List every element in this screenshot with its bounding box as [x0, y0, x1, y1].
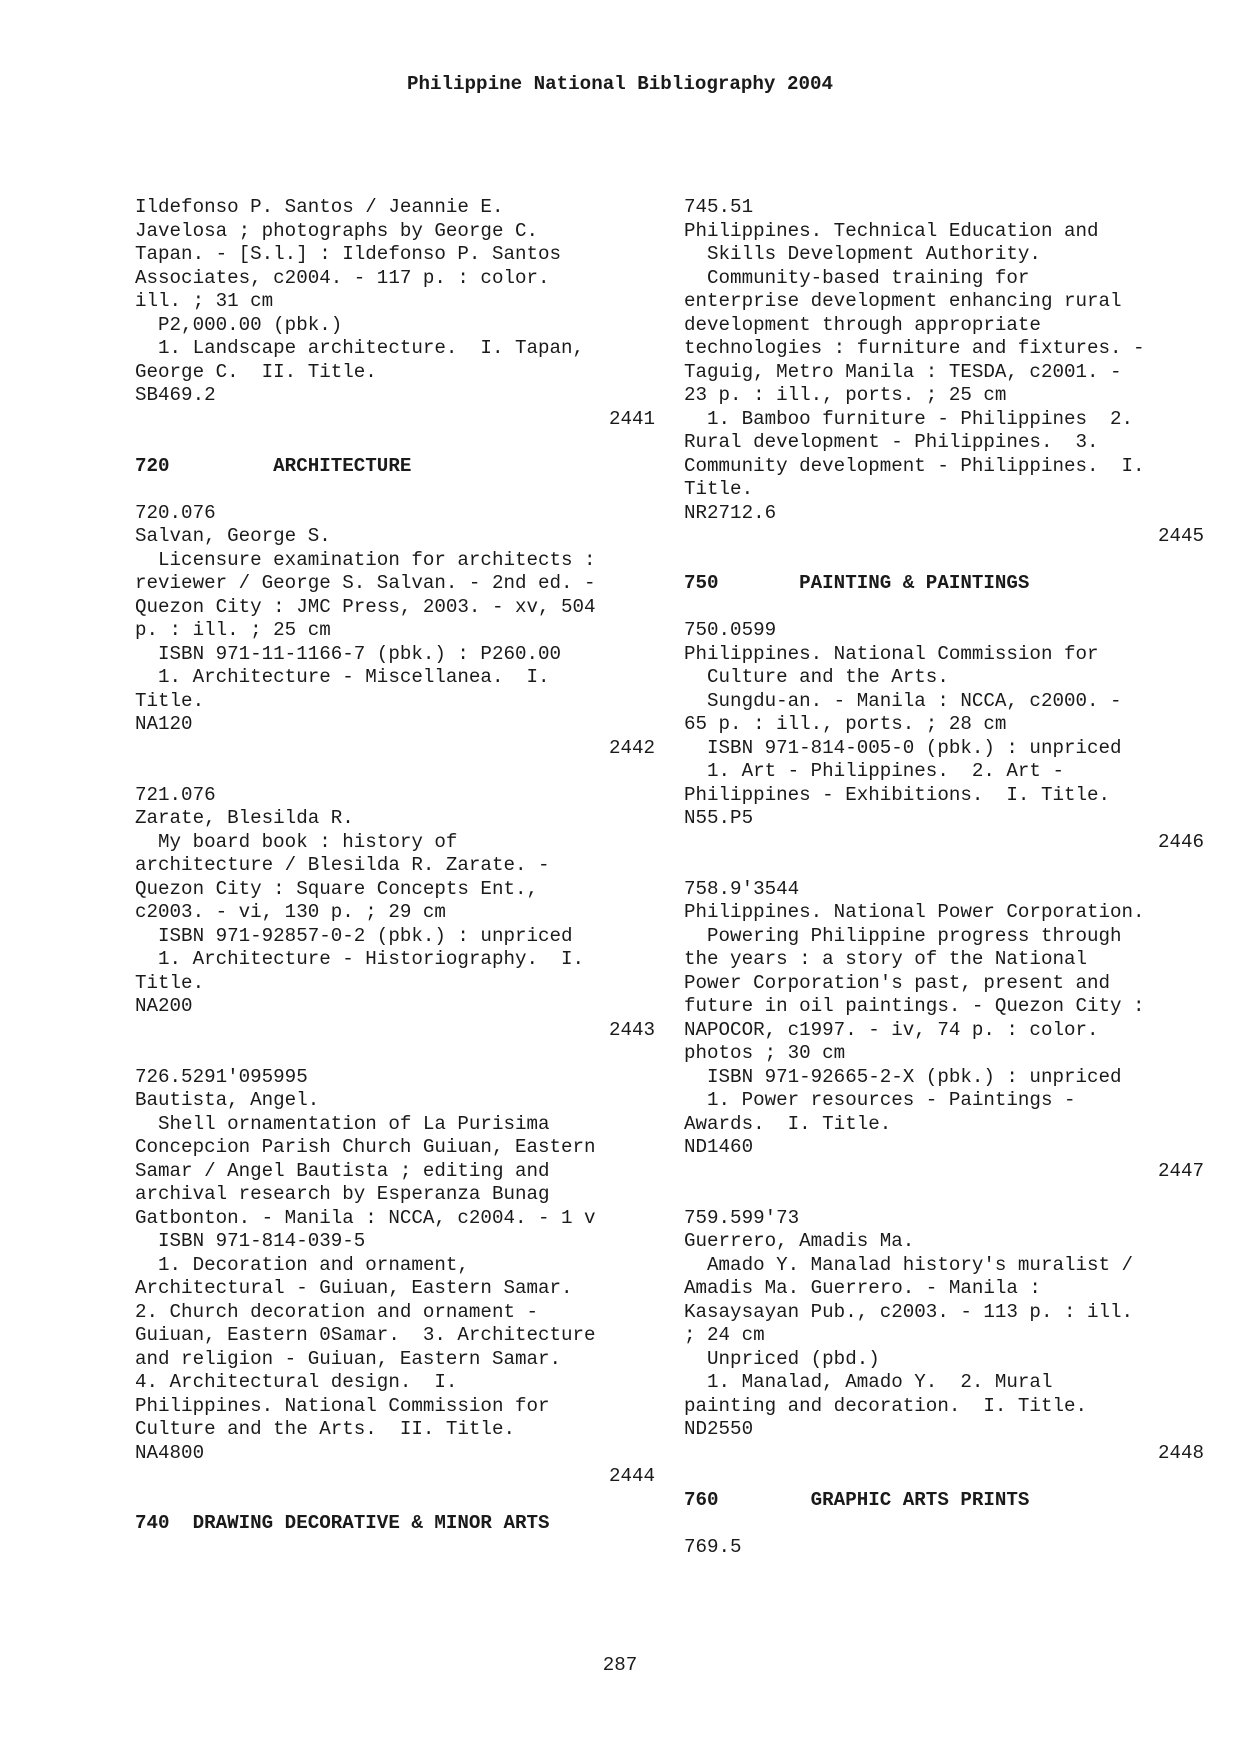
entry-line: technologies : furniture and fixtures. -: [684, 337, 1145, 359]
entry-line: Amado Y. Manalad history's muralist /: [684, 1253, 1134, 1276]
page-number: 287: [602, 1654, 638, 1676]
entry-number: 2444: [608, 1465, 655, 1487]
entry-line: Philippines. Technical Education and: [684, 219, 1099, 242]
entry-line: NA120: [135, 713, 193, 735]
entry-line: Philippines. National Power Corporation.: [684, 901, 1145, 923]
entry-line: Sungdu-an. - Manila : NCCA, c2000. -: [684, 689, 1122, 712]
spacer: [135, 760, 655, 784]
entry-line: Taguig, Metro Manila : TESDA, c2001. -: [684, 360, 1122, 383]
entry-line: ISBN 971-814-039-5: [135, 1230, 366, 1252]
entry-line: Architectural - Guiuan, Eastern Samar.: [135, 1277, 573, 1299]
entry-line: p. : ill. ; 25 cm: [135, 619, 331, 641]
entry-line: Kasaysayan Pub., c2003. - 113 p. : ill.: [684, 1300, 1134, 1323]
entry-line: 1. Architecture - Historiography. I.: [135, 948, 585, 970]
entry-line: P2,000.00 (pbk.): [135, 313, 343, 336]
entry-line: future in oil paintings. - Quezon City :: [684, 995, 1145, 1017]
entry-line: ND2550: [684, 1418, 754, 1440]
spacer: [684, 854, 1204, 878]
entry-line: Philippines. National Commission for: [135, 1394, 550, 1417]
entry-line: My board book : history of: [135, 830, 458, 853]
entry-line: NR2712.6: [684, 501, 777, 524]
entry-line: 1. Architecture - Miscellanea. I.: [135, 666, 550, 688]
entry-line: Bautista, Angel.: [135, 1089, 320, 1111]
entry-line: Associates, c2004. - 117 p. : color.: [135, 266, 550, 289]
spacer: [684, 1465, 1204, 1489]
spacer: [684, 549, 1204, 573]
entry-line: 1. Power resources - Paintings -: [684, 1089, 1076, 1111]
entry-line: Quezon City : Square Concepts Ent.,: [135, 877, 539, 900]
spacer: [135, 478, 655, 502]
section-heading: 720 ARCHITECTURE: [135, 454, 412, 477]
entry-line: NA200: [135, 995, 193, 1017]
entry-line: Unpriced (pbd.): [684, 1347, 880, 1370]
entry-line: 1. Decoration and ornament,: [135, 1253, 469, 1276]
entry-number: 2445: [1157, 525, 1204, 547]
entry-line: archival research by Esperanza Bunag: [135, 1183, 550, 1205]
spacer: [684, 596, 1204, 620]
page-title: Philippine National Bibliography 2004: [406, 73, 834, 95]
entry-line: Title.: [135, 971, 205, 994]
entry-line: ND1460: [684, 1136, 754, 1158]
entry-line: Skills Development Authority.: [684, 243, 1041, 265]
entry-number: 2443: [608, 1018, 655, 1041]
entry-line: reviewer / George S. Salvan. - 2nd ed. -: [135, 572, 596, 594]
entry-line: Gatbonton. - Manila : NCCA, c2004. - 1 v: [135, 1206, 596, 1229]
entry-line: Shell ornamentation of La Purisima: [135, 1112, 550, 1135]
entry-line: enterprise development enhancing rural: [684, 290, 1122, 312]
entry-line: 769.5: [684, 1535, 742, 1558]
entry-line: Concepcion Parish Church Guiuan, Eastern: [135, 1136, 596, 1158]
entry-number: 2446: [1157, 830, 1204, 853]
entry-line: ISBN 971-11-1166-7 (pbk.) : P260.00: [135, 642, 562, 665]
entry-line: Licensure examination for architects :: [135, 548, 596, 571]
entry-line: Title.: [135, 689, 205, 712]
entry-line: development through appropriate: [684, 313, 1041, 336]
entry-line: Community-based training for: [684, 266, 1030, 289]
entry-line: Philippines. National Commission for: [684, 642, 1099, 665]
entry-line: 4. Architectural design. I.: [135, 1371, 458, 1393]
entry-line: SB469.2: [135, 384, 216, 406]
entry-line: ISBN 971-92857-0-2 (pbk.) : unpriced: [135, 924, 573, 947]
entry-line: Javelosa ; photographs by George C.: [135, 219, 539, 242]
entry-line: NA4800: [135, 1441, 205, 1464]
entry-line: Power Corporation's past, present and: [684, 971, 1111, 994]
entry-line: ISBN 971-92665-2-X (pbk.) : unpriced: [684, 1065, 1122, 1088]
right-column: [684, 196, 1204, 1559]
entry-line: Samar / Angel Bautista ; editing and: [135, 1159, 550, 1182]
entry-line: 721.076: [135, 783, 216, 806]
entry-line: and religion - Guiuan, Eastern Samar.: [135, 1347, 562, 1370]
entry-line: Powering Philippine progress through: [684, 924, 1122, 947]
entry-line: 2. Church decoration and ornament -: [135, 1300, 539, 1323]
entry-line: Amadis Ma. Guerrero. - Manila :: [684, 1277, 1041, 1299]
left-column: [135, 196, 655, 1536]
entry-line: ISBN 971-814-005-0 (pbk.) : unpriced: [684, 736, 1122, 759]
spacer: [684, 1183, 1204, 1207]
entry-line: 750.0599: [684, 619, 777, 641]
entry-line: George C. II. Title.: [135, 360, 377, 383]
entry-line: c2003. - vi, 130 p. ; 29 cm: [135, 901, 446, 923]
entry-line: Salvan, George S.: [135, 525, 331, 547]
entry-line: Rural development - Philippines. 3.: [684, 431, 1099, 453]
entry-number: 2442: [608, 736, 655, 759]
spacer: [684, 1512, 1204, 1536]
entry-line: the years : a story of the National: [684, 948, 1088, 970]
entry-line: 720.076: [135, 501, 216, 524]
entry-line: Tapan. - [S.l.] : Ildefonso P. Santos: [135, 243, 562, 265]
entry-line: Ildefonso P. Santos / Jeannie E.: [135, 196, 504, 218]
section-heading: 750 PAINTING & PAINTINGS: [684, 572, 1030, 594]
entry-line: Culture and the Arts. II. Title.: [135, 1418, 515, 1440]
entry-line: ; 24 cm: [684, 1324, 765, 1346]
entry-line: Awards. I. Title.: [684, 1112, 892, 1135]
entry-number: 2441: [608, 407, 655, 430]
entry-line: Zarate, Blesilda R.: [135, 807, 354, 829]
spacer: [135, 1489, 655, 1513]
entry-line: Philippines - Exhibitions. I. Title.: [684, 783, 1111, 806]
section-heading: 740 DRAWING DECORATIVE & MINOR ARTS: [135, 1512, 550, 1534]
entry-line: 745.51: [684, 196, 754, 218]
entry-line: 1. Bamboo furniture - Philippines 2.: [684, 407, 1134, 430]
entry-line: photos ; 30 cm: [684, 1042, 846, 1064]
entry-line: 759.599'73: [684, 1206, 800, 1229]
entry-line: 1. Manalad, Amado Y. 2. Mural: [684, 1371, 1053, 1393]
entry-line: 65 p. : ill., ports. ; 28 cm: [684, 713, 1007, 735]
entry-number: 2447: [1157, 1159, 1204, 1182]
entry-line: painting and decoration. I. Title.: [684, 1394, 1088, 1417]
entry-line: NAPOCOR, c1997. - iv, 74 p. : color.: [684, 1018, 1099, 1041]
spacer: [135, 1042, 655, 1066]
entry-line: Guiuan, Eastern 0Samar. 3. Architecture: [135, 1324, 596, 1346]
entry-line: 1. Art - Philippines. 2. Art -: [684, 760, 1064, 782]
entry-line: Community development - Philippines. I.: [684, 454, 1145, 477]
entry-line: Quezon City : JMC Press, 2003. - xv, 504: [135, 595, 596, 618]
entry-line: N55.P5: [684, 807, 754, 829]
entry-line: 1. Landscape architecture. I. Tapan,: [135, 337, 585, 359]
entry-line: ill. ; 31 cm: [135, 290, 274, 312]
entry-line: Guerrero, Amadis Ma.: [684, 1230, 915, 1252]
entry-line: 726.5291'095995: [135, 1065, 308, 1088]
section-heading: 760 GRAPHIC ARTS PRINTS: [684, 1488, 1030, 1511]
entry-line: 758.9'3544: [684, 877, 800, 900]
entry-line: Title.: [684, 478, 754, 500]
entry-line: 23 p. : ill., ports. ; 25 cm: [684, 384, 1007, 406]
entry-number: 2448: [1157, 1441, 1204, 1464]
spacer: [135, 431, 655, 455]
entry-line: Culture and the Arts.: [684, 666, 949, 688]
entry-line: architecture / Blesilda R. Zarate. -: [135, 854, 550, 876]
